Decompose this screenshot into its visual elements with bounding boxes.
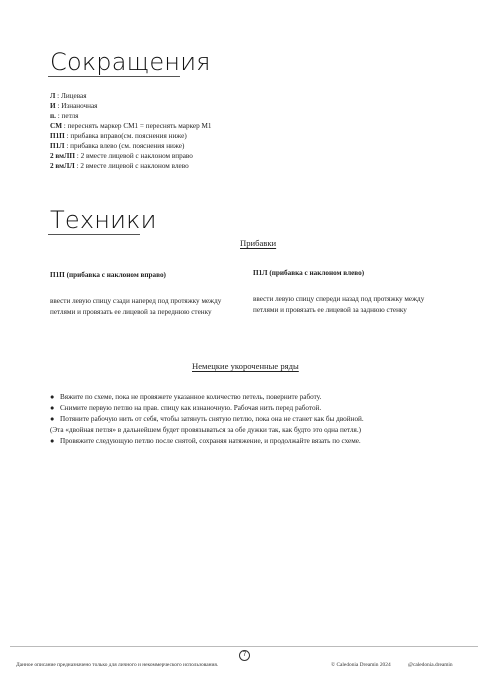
abbreviation-key: П1Л <box>50 142 65 150</box>
increases-title: Прибавки <box>240 238 277 248</box>
abbreviation-key: Л <box>50 92 56 100</box>
abbreviation-desc: петля <box>61 112 79 120</box>
german-short-rows-list <box>50 392 470 447</box>
increase-left-text: ввести левую спицу спереди назад под протяжку между петлями и провязать ее лицевой за заднюю стенку <box>253 295 425 314</box>
abbreviation-item: И : Изнаночная <box>50 102 98 110</box>
list-item: ● Снимите первую петлю на прав. спицу как изнаночную. Рабочая нить перед работой. <box>50 404 322 412</box>
abbreviation-item: Л : Лицевая <box>50 92 87 100</box>
list-item: ● Потяните рабочую нить от себя, чтобы затянуть снятую петлю, пока она не станет как бы двойной. <box>50 415 364 423</box>
techniques-title: Техники <box>50 206 157 234</box>
abbreviation-item: П1Л : прибавка влево (см. пояснения ниже) <box>50 142 185 150</box>
abbreviation-desc: Лицевая <box>60 92 87 100</box>
abbreviation-desc: переснять маркер СМ1 = переснять маркер М1 <box>67 122 212 130</box>
abbreviation-key: СМ <box>50 122 62 130</box>
footer-copyright: © Caledonia Dreamin 2024 <box>331 662 391 668</box>
increase-right-text: ввести левую спицу сзади наперед под протяжку между петлями и провязать ее лицевой за переднюю стенку <box>50 297 222 316</box>
techniques-title-underline <box>48 234 140 235</box>
abbreviations-title: Сокращения <box>50 48 211 76</box>
list-item: ● Вяжите по схеме, пока не провяжете указанное количество петель, поверните работу. <box>50 393 322 401</box>
abbreviations-title-underline <box>48 76 180 77</box>
german-short-rows-title: Немецкие укороченные ряды <box>192 361 299 371</box>
abbreviation-key: п. <box>50 112 56 120</box>
abbreviation-item: 2 вмЛЛ : 2 вместе лицевой с наклоном влево <box>50 162 189 170</box>
list-item-note: (Эта «двойная петля» в дальнейшем будет провязываться за обе дужки так, как будто это одна петля.) <box>50 426 362 434</box>
abbreviations-list <box>50 91 211 171</box>
abbreviation-key: П1П <box>50 132 65 140</box>
abbreviation-desc: 2 вместе лицевой с наклоном влево <box>80 162 189 170</box>
abbreviation-desc: 2 вместе лицевой с наклоном вправо <box>80 152 193 160</box>
abbreviation-desc: прибавка влево (см. пояснения ниже) <box>70 142 185 150</box>
bullet: ● <box>50 415 55 423</box>
abbreviation-key: 2 вмЛЛ <box>50 162 75 170</box>
footer-handle: @caledonia.dreamin <box>408 662 453 668</box>
bullet: ● <box>50 393 55 401</box>
bullet: ● <box>50 404 55 412</box>
abbreviation-item: 2 вмЛП : 2 вместе лицевой с наклоном вправо <box>50 152 193 160</box>
abbreviation-key: И <box>50 102 56 110</box>
footer-disclaimer: Данное описание предназначено только для личного и некоммерческого использования. <box>16 662 219 668</box>
page-number: 7 <box>239 650 250 661</box>
footer-divider <box>10 646 478 647</box>
abbreviation-desc: Изнаночная <box>61 102 98 110</box>
abbreviation-item: П1П : прибавка вправо(см. пояснения ниже) <box>50 132 187 140</box>
abbreviation-item: п. : петля <box>50 112 79 120</box>
increase-right-title: П1П (прибавка с наклоном вправо) <box>50 271 166 279</box>
bullet: ● <box>50 437 55 445</box>
abbreviation-item: СМ : переснять маркер СМ1 = переснять маркер М1 <box>50 122 212 130</box>
increase-left-title: П1Л (прибавка с наклоном влево) <box>253 269 365 277</box>
abbreviation-key: 2 вмЛП <box>50 152 75 160</box>
abbreviation-desc: прибавка вправо(см. пояснения ниже) <box>70 132 187 140</box>
list-item: ● Провяжите следующую петлю после снятой, сохраняя натяжение, и продолжайте вязать по схеме. <box>50 437 361 445</box>
